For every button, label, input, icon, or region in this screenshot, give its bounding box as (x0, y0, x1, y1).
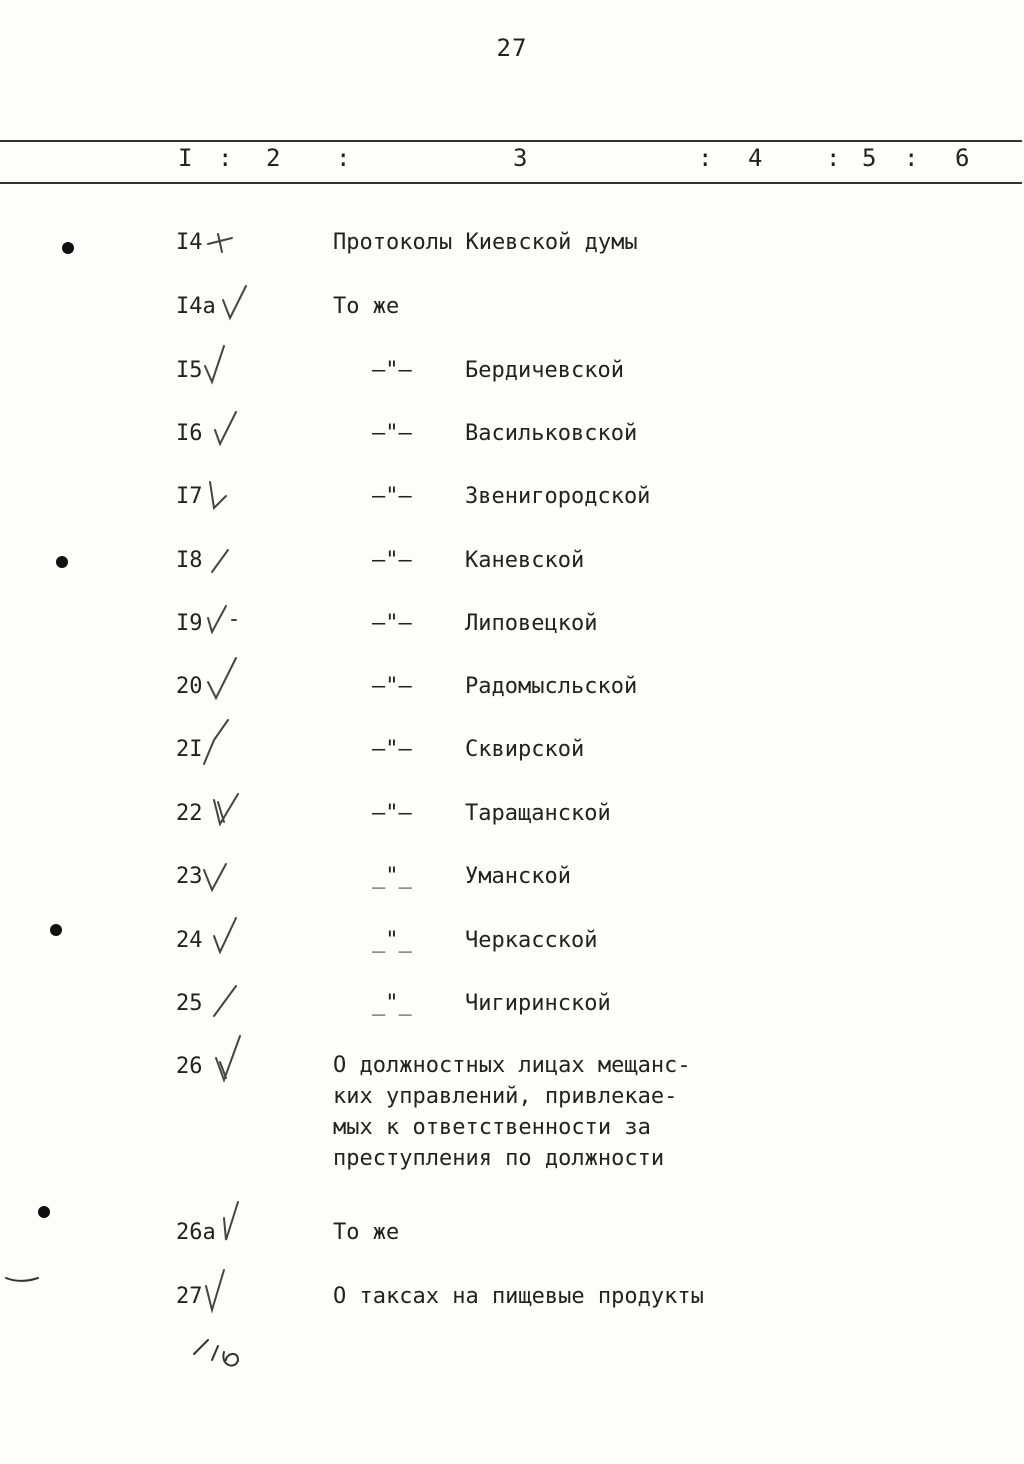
entry-description: То же (333, 294, 400, 319)
checkmark-icon (206, 478, 230, 514)
checkmark-icon (200, 860, 232, 894)
entry-place: Каневской (465, 548, 585, 573)
checkmark-icon (210, 790, 244, 830)
entry-number: I4а (176, 294, 216, 319)
header-separator: : (336, 144, 351, 172)
checkmark-icon (204, 228, 244, 258)
entry-place: Черкасской (465, 928, 598, 953)
header-col-1: I (178, 144, 193, 172)
entry-place: Таращанской (465, 801, 611, 826)
entry-number: I9 (176, 611, 203, 636)
entry-description: О таксах на пищевые продукты (333, 1284, 704, 1309)
entry-number: I8 (176, 548, 203, 573)
checkmark-icon (208, 546, 232, 576)
entry-number: 20 (176, 674, 203, 699)
entry-number: I7 (176, 484, 203, 509)
punch-hole-dot (38, 1206, 50, 1218)
header-separator: : (826, 144, 841, 172)
entry-place: Чигиринской (465, 991, 611, 1016)
entry-place: Васильковской (465, 421, 638, 446)
margin-stroke-icon (4, 1270, 40, 1290)
entry-ditto: –"– (372, 484, 412, 509)
header-col-5: 5 (862, 144, 877, 172)
handwritten-mark-icon (190, 1330, 250, 1372)
header-col-3: 3 (513, 144, 528, 172)
entry-ditto: –"– (372, 358, 412, 383)
entry-number: I5 (176, 358, 203, 383)
entry-ditto: _"_ (372, 864, 412, 889)
entry-number: I4 (176, 230, 203, 255)
entry-place: Бердичевской (465, 358, 624, 383)
entry-place: Сквирской (465, 737, 585, 762)
checkmark-icon (220, 282, 250, 324)
header-separator: : (218, 144, 233, 172)
entry-place: Уманской (465, 864, 571, 889)
checkmark-icon (204, 602, 240, 636)
entry-ditto: –"– (372, 737, 412, 762)
punch-hole-dot (62, 242, 74, 254)
header-col-6: 6 (955, 144, 970, 172)
checkmark-icon (202, 1266, 230, 1314)
entry-description: Протоколы Киевской думы (333, 230, 638, 255)
checkmark-icon (204, 654, 240, 702)
punch-hole-dot (50, 924, 62, 936)
entry-number: 27 (176, 1284, 203, 1309)
entry-place: Липовецкой (465, 611, 598, 636)
entry-ditto: –"– (372, 611, 412, 636)
entry-place: Звенигородской (465, 484, 651, 509)
entry-ditto: _"_ (372, 928, 412, 953)
checkmark-icon (218, 1198, 244, 1244)
entry-number: 26 (176, 1054, 203, 1079)
entry-number: 26а (176, 1220, 216, 1245)
entry-number: 24 (176, 928, 203, 953)
entry-ditto: –"– (372, 674, 412, 699)
entry-ditto: _"_ (372, 991, 412, 1016)
checkmark-icon (212, 1032, 246, 1084)
header-separator: : (904, 144, 919, 172)
header-col-2: 2 (266, 144, 281, 172)
header-rule-top (0, 140, 1022, 142)
checkmark-icon (210, 914, 242, 956)
punch-hole-dot (56, 556, 68, 568)
checkmark-icon (200, 716, 234, 768)
header-col-4: 4 (748, 144, 763, 172)
checkmark-icon (210, 982, 242, 1022)
entry-number: I6 (176, 421, 203, 446)
checkmark-icon (202, 342, 230, 388)
entry-ditto: –"– (372, 421, 412, 446)
header-separator: : (698, 144, 713, 172)
checkmark-icon (212, 408, 242, 448)
entry-number: 25 (176, 991, 203, 1016)
header-rule-bottom (0, 182, 1022, 184)
entry-place: Радомысльской (465, 674, 638, 699)
entry-ditto: –"– (372, 801, 412, 826)
entry-description: То же (333, 1220, 400, 1245)
entry-description: О должностных лицах мещанс- ких управлений, привлекае- мых к ответственности за преступления по должности (333, 1053, 691, 1171)
page-number: 27 (496, 34, 528, 62)
entry-number: 23 (176, 864, 203, 889)
entry-ditto: –"– (372, 548, 412, 573)
entry-number: 22 (176, 801, 203, 826)
entry-number: 2I (176, 737, 203, 762)
